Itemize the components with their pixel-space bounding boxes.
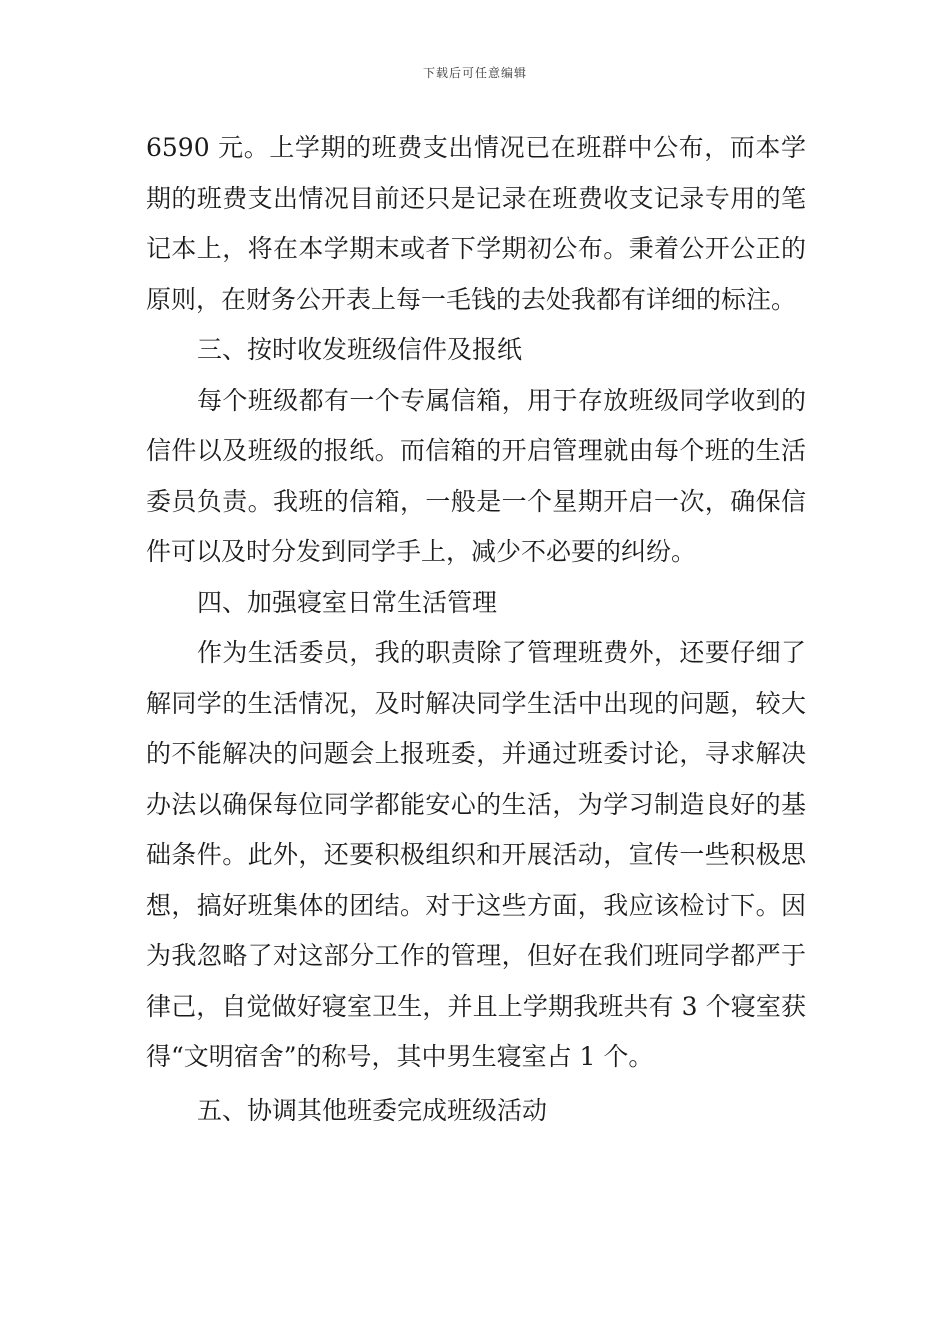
section-heading-5: 五、协调其他班委完成班级活动 xyxy=(197,1095,548,1125)
document-body xyxy=(146,123,806,1136)
paragraph-continuation: 6590 元。上学期的班费支出情况已在班群中公布，而本学期的班费支出情况目前还只是记录在班费收支记录专用的笔记本上，将在本学期末或者下学期初公布。秉着公开公正的原则，在财务公开表上每一毛钱的去处我都有详细的标注。 xyxy=(146,133,806,314)
section-heading-3: 三、按时收发班级信件及报纸 xyxy=(197,335,523,364)
paragraph-mailbox: 每个班级都有一个专属信箱，用于存放班级同学收到的信件以及班级的报纸。而信箱的开启管理就由每个班的生活委员负责。我班的信箱，一般是一个星期开启一次，确保信件可以及时分发到同学手上，减少不必要的纠纷。 xyxy=(146,385,806,566)
paragraph-dorm-management: 作为生活委员，我的职责除了管理班费外，还要仔细了解同学的生活情况，及时解决同学生活中出现的问题，较大的不能解决的问题会上报班委，并通过班委讨论，寻求解决办法以确保每位同学都能安心的生活，为学习制造良好的基础条件。此外，还要积极组织和开展活动，宣传一些积极思想，搞好班集体的团结。对于这些方面，我应该检讨下。因为我忽略了对这部分工作的管理，但好在我们班同学都严于律己，自觉做好寝室卫生，并且上学期我班共有 3 个寝室获得“文明宿舍”的称号，其中男生寝室占 1 个。 xyxy=(146,638,806,1071)
page-header: 下载后可任意编辑 xyxy=(422,66,527,80)
section-heading-4: 四、加强寝室日常生活管理 xyxy=(197,587,498,617)
